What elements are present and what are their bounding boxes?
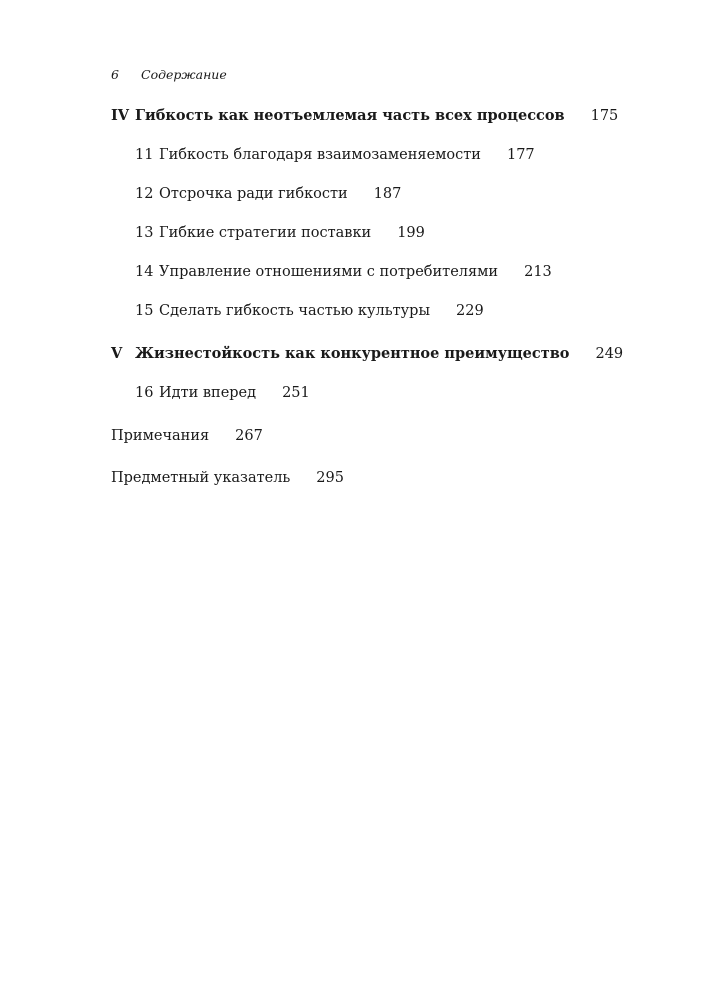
chapter-title: Гибкость благодаря взаимозаменяемости: [159, 147, 481, 163]
toc-chapter-11[interactable]: [135, 146, 535, 164]
chapter-page: 251: [282, 385, 310, 401]
part-page: 175: [590, 108, 619, 124]
running-head-page-number: 6: [111, 67, 119, 82]
chapter-page: 187: [373, 186, 402, 202]
running-head: [111, 67, 227, 82]
chapter-number: 15: [135, 303, 154, 319]
back-matter-title: Примечания: [111, 428, 210, 444]
chapter-page: 213: [524, 264, 552, 280]
back-matter-title: Предметный указатель: [111, 470, 291, 486]
running-head-title: Содержание: [141, 67, 227, 82]
chapter-number: 13: [135, 225, 154, 241]
toc-part-v[interactable]: [111, 345, 623, 363]
chapter-number: 14: [135, 264, 154, 280]
toc-chapter-13[interactable]: [135, 224, 425, 242]
chapter-number: 12: [135, 186, 154, 202]
toc-chapter-14[interactable]: [135, 263, 552, 281]
toc-chapter-12[interactable]: [135, 185, 401, 203]
toc-chapter-16[interactable]: [135, 384, 310, 402]
chapter-number: 11: [135, 147, 154, 163]
toc-chapter-15[interactable]: [135, 302, 484, 320]
chapter-title: Управление отношениями с потребителями: [159, 264, 499, 280]
chapter-page: 199: [397, 225, 425, 241]
chapter-title: Гибкие стратегии поставки: [159, 225, 372, 241]
toc-part-iv[interactable]: [111, 107, 618, 125]
chapter-title: Отсрочка ради гибкости: [159, 186, 348, 202]
part-title: Гибкость как неотъемлемая часть всех процессов: [135, 107, 565, 124]
chapter-number: 16: [135, 385, 154, 401]
chapter-page: 229: [456, 303, 484, 319]
part-roman: IV: [111, 107, 130, 124]
part-roman: V: [111, 345, 123, 362]
toc-notes[interactable]: [111, 427, 263, 445]
chapter-title: Сделать гибкость частью культуры: [159, 303, 430, 319]
part-page: 249: [595, 346, 624, 362]
chapter-page: 177: [506, 147, 535, 163]
back-matter-page: 295: [316, 470, 344, 486]
back-matter-page: 267: [235, 428, 263, 444]
part-title: Жизнестойкость как конкурентное преимущество: [135, 345, 570, 362]
chapter-title: Идти вперед: [159, 385, 257, 401]
toc-index[interactable]: [111, 469, 344, 487]
